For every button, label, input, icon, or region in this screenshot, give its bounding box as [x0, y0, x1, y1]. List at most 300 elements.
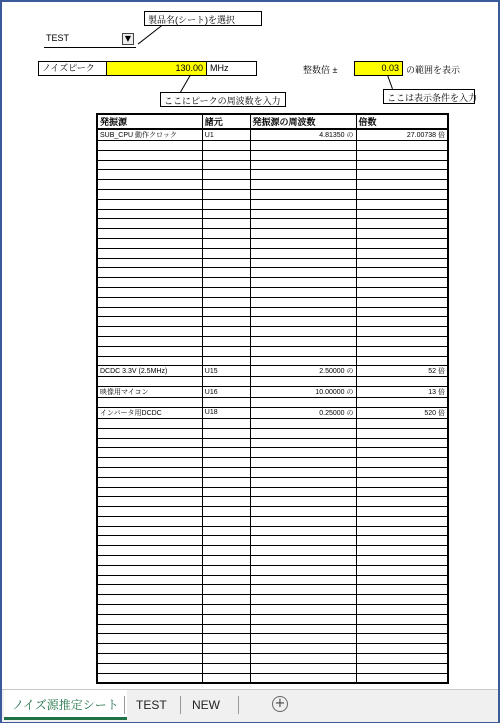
cell-multiple[interactable]: 52 倍: [356, 366, 448, 377]
cell-spec[interactable]: U15: [202, 366, 250, 377]
cell-source[interactable]: [97, 336, 202, 346]
cell-spec[interactable]: [202, 356, 250, 366]
table-row: [97, 673, 448, 683]
cell-frequency[interactable]: [250, 199, 356, 209]
sheet-tab-bar: [2, 689, 498, 722]
cell-spec[interactable]: [202, 595, 250, 605]
cell-multiple[interactable]: [356, 467, 448, 477]
cell-frequency[interactable]: [250, 278, 356, 288]
cell-multiple[interactable]: [356, 258, 448, 268]
cell-frequency[interactable]: [250, 317, 356, 327]
cell-spec[interactable]: U16: [202, 387, 250, 398]
multiple-callout: ここは表示条件を入力: [383, 89, 475, 104]
cell-multiple[interactable]: 27.00738 倍: [356, 129, 448, 141]
cell-spec[interactable]: [202, 497, 250, 507]
cell-spec[interactable]: [202, 170, 250, 180]
cell-spec[interactable]: [202, 556, 250, 566]
header-multiple: 倍数: [356, 114, 448, 129]
table-row: [97, 248, 448, 258]
table-row: [97, 546, 448, 556]
cell-source[interactable]: SUB_CPU 動作クロック: [97, 129, 202, 141]
cell-spec[interactable]: [202, 150, 250, 160]
cell-spec[interactable]: [202, 346, 250, 356]
plus-circle-icon[interactable]: +: [272, 696, 288, 712]
cell-multiple[interactable]: [356, 209, 448, 219]
cell-spec[interactable]: [202, 575, 250, 585]
cell-source[interactable]: [97, 150, 202, 160]
cell-multiple[interactable]: [356, 160, 448, 170]
table-row: [97, 278, 448, 288]
dropdown-arrow-icon[interactable]: ▼: [122, 33, 134, 45]
cell-source[interactable]: [97, 287, 202, 297]
cell-source[interactable]: [97, 248, 202, 258]
cell-multiple[interactable]: [356, 170, 448, 180]
table-row: [97, 575, 448, 585]
cell-source[interactable]: [97, 614, 202, 624]
cell-frequency[interactable]: [250, 585, 356, 595]
cell-multiple[interactable]: [356, 673, 448, 683]
cell-frequency[interactable]: [250, 189, 356, 199]
cell-frequency[interactable]: [250, 438, 356, 448]
cell-spec[interactable]: [202, 644, 250, 654]
cell-multiple[interactable]: [356, 614, 448, 624]
cell-frequency[interactable]: [250, 258, 356, 268]
cell-spec[interactable]: [202, 458, 250, 468]
cell-multiple[interactable]: [356, 346, 448, 356]
cell-multiple[interactable]: [356, 229, 448, 239]
table-row: [97, 377, 448, 387]
cell-frequency[interactable]: 2.50000 の: [250, 366, 356, 377]
cell-source[interactable]: [97, 438, 202, 448]
cell-multiple[interactable]: [356, 141, 448, 151]
table-row: [97, 170, 448, 180]
table-row: [97, 150, 448, 160]
cell-source[interactable]: [97, 377, 202, 387]
tab-noise-estimation[interactable]: ノイズ源推定シート: [4, 690, 127, 720]
table-row: [97, 644, 448, 654]
cell-frequency[interactable]: [250, 428, 356, 438]
cell-frequency[interactable]: [250, 536, 356, 546]
cell-spec[interactable]: [202, 336, 250, 346]
cell-spec[interactable]: [202, 546, 250, 556]
table-row: [97, 189, 448, 199]
cell-multiple[interactable]: [356, 575, 448, 585]
cell-multiple[interactable]: [356, 487, 448, 497]
cell-frequency[interactable]: [250, 614, 356, 624]
cell-multiple[interactable]: [356, 497, 448, 507]
table-row: [97, 448, 448, 458]
cell-spec[interactable]: [202, 398, 250, 408]
cell-multiple[interactable]: [356, 644, 448, 654]
cell-multiple[interactable]: [356, 428, 448, 438]
cell-spec[interactable]: [202, 327, 250, 337]
cell-source[interactable]: [97, 467, 202, 477]
table-row: [97, 346, 448, 356]
cell-spec[interactable]: [202, 585, 250, 595]
table-row: [97, 497, 448, 507]
cell-spec[interactable]: [202, 268, 250, 278]
cell-source[interactable]: [97, 346, 202, 356]
table-row: [97, 160, 448, 170]
cell-spec[interactable]: [202, 634, 250, 644]
cell-multiple[interactable]: [356, 556, 448, 566]
cell-multiple[interactable]: [356, 458, 448, 468]
table-row: [97, 238, 448, 248]
cell-multiple[interactable]: [356, 238, 448, 248]
noise-peak-label: ノイズピーク: [39, 62, 107, 75]
cell-multiple[interactable]: [356, 516, 448, 526]
cell-source[interactable]: [97, 317, 202, 327]
cell-frequency[interactable]: [250, 565, 356, 575]
cell-source[interactable]: [97, 170, 202, 180]
cell-source[interactable]: [97, 458, 202, 468]
table-row: [97, 614, 448, 624]
cell-frequency[interactable]: [250, 377, 356, 387]
cell-source[interactable]: [97, 507, 202, 517]
cell-frequency[interactable]: [250, 448, 356, 458]
cell-frequency[interactable]: 4.81350 の: [250, 129, 356, 141]
cell-frequency[interactable]: [250, 644, 356, 654]
cell-multiple[interactable]: [356, 605, 448, 615]
cell-spec[interactable]: [202, 516, 250, 526]
cell-multiple[interactable]: [356, 595, 448, 605]
cell-frequency[interactable]: [250, 418, 356, 428]
cell-frequency[interactable]: [250, 507, 356, 517]
cell-frequency[interactable]: [250, 477, 356, 487]
cell-spec[interactable]: [202, 219, 250, 229]
table-row: [97, 507, 448, 517]
table-row: [97, 477, 448, 487]
multiple-label: 整数倍 ±: [303, 65, 338, 75]
cell-spec[interactable]: [202, 180, 250, 190]
table-row: [97, 565, 448, 575]
cell-multiple[interactable]: [356, 398, 448, 408]
cell-spec[interactable]: [202, 141, 250, 151]
table-row: [97, 526, 448, 536]
cell-source[interactable]: [97, 448, 202, 458]
cell-frequency[interactable]: [250, 170, 356, 180]
table-row: [97, 398, 448, 408]
cell-frequency[interactable]: [250, 141, 356, 151]
table-row: [97, 418, 448, 428]
cell-spec[interactable]: [202, 477, 250, 487]
cell-source[interactable]: [97, 189, 202, 199]
cell-frequency[interactable]: [250, 238, 356, 248]
cell-frequency[interactable]: [250, 624, 356, 634]
cell-multiple[interactable]: [356, 448, 448, 458]
cell-multiple[interactable]: [356, 150, 448, 160]
cell-frequency[interactable]: [250, 605, 356, 615]
cell-spec[interactable]: [202, 614, 250, 624]
cell-spec[interactable]: [202, 229, 250, 239]
cell-spec[interactable]: [202, 536, 250, 546]
cell-source[interactable]: [97, 575, 202, 585]
table-row: [97, 297, 448, 307]
cell-frequency[interactable]: [250, 180, 356, 190]
cell-frequency[interactable]: [250, 634, 356, 644]
cell-multiple[interactable]: [356, 438, 448, 448]
cell-frequency[interactable]: [250, 327, 356, 337]
table-row: [97, 556, 448, 566]
cell-source[interactable]: [97, 219, 202, 229]
cell-multiple[interactable]: 13 倍: [356, 387, 448, 398]
cell-frequency[interactable]: [250, 248, 356, 258]
tab-separator: [180, 696, 181, 714]
cell-multiple[interactable]: [356, 189, 448, 199]
cell-frequency[interactable]: [250, 546, 356, 556]
cell-frequency[interactable]: [250, 673, 356, 683]
cell-spec[interactable]: [202, 297, 250, 307]
cell-source[interactable]: [97, 180, 202, 190]
cell-multiple[interactable]: [356, 546, 448, 556]
cell-source[interactable]: [97, 258, 202, 268]
cell-source[interactable]: DCDC 3.3V (2.5MHz): [97, 366, 202, 377]
table-row: [97, 654, 448, 664]
cell-multiple[interactable]: [356, 180, 448, 190]
multiple-input[interactable]: 0.03: [354, 61, 403, 76]
cell-frequency[interactable]: [250, 467, 356, 477]
table-row: [97, 229, 448, 239]
cell-frequency[interactable]: [250, 209, 356, 219]
cell-multiple[interactable]: [356, 336, 448, 346]
cell-spec[interactable]: [202, 467, 250, 477]
cell-frequency[interactable]: [250, 160, 356, 170]
table-row: [97, 595, 448, 605]
cell-multiple[interactable]: [356, 477, 448, 487]
cell-source[interactable]: [97, 585, 202, 595]
cell-frequency[interactable]: [250, 556, 356, 566]
cell-spec[interactable]: [202, 278, 250, 288]
cell-source[interactable]: [97, 673, 202, 683]
table-row: [97, 438, 448, 448]
cell-spec[interactable]: [202, 377, 250, 387]
cell-spec[interactable]: [202, 565, 250, 575]
cell-spec[interactable]: [202, 199, 250, 209]
cell-multiple[interactable]: [356, 278, 448, 288]
cell-frequency[interactable]: [250, 526, 356, 536]
table-row: [97, 209, 448, 219]
cell-source[interactable]: [97, 497, 202, 507]
cell-multiple[interactable]: [356, 268, 448, 278]
cell-frequency[interactable]: [250, 487, 356, 497]
cell-multiple[interactable]: [356, 663, 448, 673]
cell-source[interactable]: [97, 418, 202, 428]
cell-spec[interactable]: [202, 526, 250, 536]
cell-spec[interactable]: U18: [202, 407, 250, 418]
noise-peak-input[interactable]: 130.00: [107, 62, 207, 75]
table-row: [97, 219, 448, 229]
table-row: [97, 536, 448, 546]
cell-source[interactable]: [97, 238, 202, 248]
cell-source[interactable]: [97, 624, 202, 634]
cell-spec[interactable]: [202, 605, 250, 615]
cell-source[interactable]: [97, 398, 202, 408]
cell-source[interactable]: [97, 565, 202, 575]
cell-source[interactable]: [97, 209, 202, 219]
cell-frequency[interactable]: [250, 287, 356, 297]
cell-source[interactable]: [97, 663, 202, 673]
table-row: [97, 287, 448, 297]
cell-multiple[interactable]: [356, 565, 448, 575]
table-row: [97, 387, 448, 398]
cell-source[interactable]: [97, 556, 202, 566]
cell-multiple[interactable]: [356, 307, 448, 317]
cell-multiple[interactable]: 520 倍: [356, 407, 448, 418]
cell-source[interactable]: [97, 644, 202, 654]
cell-source[interactable]: インバータ用DCDC: [97, 407, 202, 418]
table-row: [97, 327, 448, 337]
cell-frequency[interactable]: [250, 150, 356, 160]
table-row: [97, 458, 448, 468]
table-row: [97, 180, 448, 190]
table-row: [97, 317, 448, 327]
cell-source[interactable]: [97, 605, 202, 615]
cell-multiple[interactable]: [356, 287, 448, 297]
cell-source[interactable]: [97, 268, 202, 278]
cell-source[interactable]: [97, 526, 202, 536]
cell-spec[interactable]: [202, 673, 250, 683]
cell-multiple[interactable]: [356, 624, 448, 634]
cell-source[interactable]: [97, 536, 202, 546]
cell-spec[interactable]: [202, 238, 250, 248]
header-spec: 諸元: [202, 114, 250, 129]
table-row: [97, 307, 448, 317]
cell-frequency[interactable]: [250, 356, 356, 366]
cell-source[interactable]: [97, 477, 202, 487]
table-row: [97, 356, 448, 366]
noise-peak-row: [38, 61, 257, 76]
cell-source[interactable]: [97, 356, 202, 366]
cell-spec[interactable]: [202, 624, 250, 634]
cell-multiple[interactable]: [356, 219, 448, 229]
tab-separator: [238, 696, 239, 714]
cell-multiple[interactable]: [356, 356, 448, 366]
cell-frequency[interactable]: 0.25000 の: [250, 407, 356, 418]
product-callout: 製品名(シート)を選択: [144, 11, 262, 26]
cell-frequency[interactable]: [250, 307, 356, 317]
cell-multiple[interactable]: [356, 327, 448, 337]
cell-frequency[interactable]: [250, 654, 356, 664]
table-row: [97, 624, 448, 634]
table-row: [97, 258, 448, 268]
noise-peak-callout: ここにピークの周波数を入力: [160, 92, 286, 107]
noise-peak-unit: MHz: [210, 63, 229, 73]
cell-frequency[interactable]: [250, 516, 356, 526]
cell-source[interactable]: [97, 428, 202, 438]
cell-frequency[interactable]: [250, 398, 356, 408]
cell-multiple[interactable]: [356, 507, 448, 517]
table-row: [97, 129, 448, 141]
cell-spec[interactable]: [202, 287, 250, 297]
cell-source[interactable]: [97, 516, 202, 526]
cell-spec[interactable]: [202, 654, 250, 664]
tab-new[interactable]: NEW: [192, 698, 220, 712]
cell-multiple[interactable]: [356, 248, 448, 258]
cell-spec[interactable]: [202, 258, 250, 268]
tab-test[interactable]: TEST: [136, 698, 167, 712]
cell-frequency[interactable]: 10.00000 の: [250, 387, 356, 398]
cell-source[interactable]: [97, 307, 202, 317]
table-row: [97, 634, 448, 644]
cell-frequency[interactable]: [250, 336, 356, 346]
cell-multiple[interactable]: [356, 199, 448, 209]
table-row: [97, 407, 448, 418]
cell-spec[interactable]: [202, 448, 250, 458]
cell-multiple[interactable]: [356, 585, 448, 595]
table-row: [97, 585, 448, 595]
cell-multiple[interactable]: [356, 297, 448, 307]
cell-source[interactable]: [97, 654, 202, 664]
cell-source[interactable]: [97, 546, 202, 556]
cell-spec[interactable]: [202, 507, 250, 517]
cell-multiple[interactable]: [356, 536, 448, 546]
table-row: [97, 663, 448, 673]
cell-source[interactable]: [97, 278, 202, 288]
cell-frequency[interactable]: [250, 346, 356, 356]
cell-frequency[interactable]: [250, 458, 356, 468]
cell-multiple[interactable]: [356, 654, 448, 664]
cell-frequency[interactable]: [250, 595, 356, 605]
cell-source[interactable]: [97, 595, 202, 605]
cell-spec[interactable]: [202, 428, 250, 438]
table-row: [97, 199, 448, 209]
table-row: [97, 467, 448, 477]
cell-spec[interactable]: [202, 189, 250, 199]
cell-frequency[interactable]: [250, 219, 356, 229]
table-header-row: [97, 114, 448, 129]
table-row: [97, 366, 448, 377]
noise-source-table: [96, 113, 449, 684]
table-row: [97, 487, 448, 497]
table-row: [97, 605, 448, 615]
tab-separator: [124, 696, 125, 714]
cell-multiple[interactable]: [356, 418, 448, 428]
cell-source[interactable]: [97, 141, 202, 151]
cell-frequency[interactable]: [250, 297, 356, 307]
cell-spec[interactable]: [202, 418, 250, 428]
cell-source[interactable]: [97, 199, 202, 209]
cell-source[interactable]: [97, 297, 202, 307]
cell-multiple[interactable]: [356, 377, 448, 387]
table-row: [97, 428, 448, 438]
cell-frequency[interactable]: [250, 575, 356, 585]
cell-source[interactable]: [97, 634, 202, 644]
cell-spec[interactable]: [202, 209, 250, 219]
cell-source[interactable]: [97, 160, 202, 170]
cell-source[interactable]: [97, 487, 202, 497]
cell-spec[interactable]: [202, 248, 250, 258]
cell-frequency[interactable]: [250, 663, 356, 673]
cell-spec[interactable]: [202, 160, 250, 170]
cell-spec[interactable]: [202, 663, 250, 673]
cell-source[interactable]: [97, 327, 202, 337]
cell-spec[interactable]: [202, 438, 250, 448]
cell-spec[interactable]: U1: [202, 129, 250, 141]
header-source: 発振源: [97, 114, 202, 129]
cell-spec[interactable]: [202, 307, 250, 317]
cell-spec[interactable]: [202, 317, 250, 327]
cell-frequency[interactable]: [250, 268, 356, 278]
cell-multiple[interactable]: [356, 317, 448, 327]
cell-multiple[interactable]: [356, 634, 448, 644]
cell-frequency[interactable]: [250, 497, 356, 507]
cell-multiple[interactable]: [356, 526, 448, 536]
header-frequency: 発振源の周波数: [250, 114, 356, 129]
cell-spec[interactable]: [202, 487, 250, 497]
cell-source[interactable]: [97, 229, 202, 239]
cell-frequency[interactable]: [250, 229, 356, 239]
cell-source[interactable]: 映像用マイコン: [97, 387, 202, 398]
